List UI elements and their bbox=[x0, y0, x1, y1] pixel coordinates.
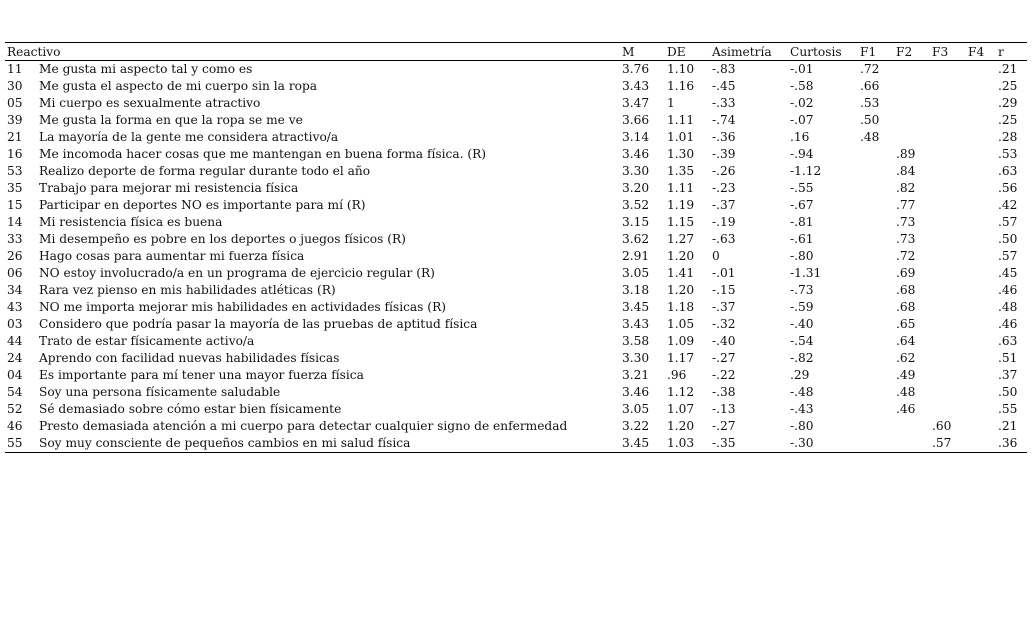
table-row bbox=[5, 282, 1027, 299]
f3-loading bbox=[930, 367, 966, 384]
f4-loading bbox=[966, 214, 996, 231]
f2-loading bbox=[894, 95, 930, 112]
table-row bbox=[5, 180, 1027, 197]
f3-loading bbox=[930, 316, 966, 333]
table-row bbox=[5, 384, 1027, 401]
f1-loading bbox=[858, 316, 894, 333]
f2-loading bbox=[894, 418, 930, 435]
f3-loading bbox=[930, 163, 966, 180]
mean-value: 3.05 bbox=[622, 266, 650, 280]
kurtosis-value: -.01 bbox=[790, 62, 814, 76]
f2-loading: .73 bbox=[896, 215, 916, 229]
r-value: .50 bbox=[998, 232, 1018, 246]
mean-value: 3.05 bbox=[622, 402, 650, 416]
f2-loading: .77 bbox=[896, 198, 916, 212]
f2-loading bbox=[894, 78, 930, 95]
table-row bbox=[5, 367, 1027, 384]
kurtosis-value: -.81 bbox=[790, 215, 814, 229]
table-row bbox=[5, 265, 1027, 282]
header-row bbox=[5, 43, 1027, 61]
f1-loading: .66 bbox=[860, 79, 880, 93]
sd-value: 1.01 bbox=[667, 130, 695, 144]
f3-loading bbox=[930, 350, 966, 367]
kurtosis-value: -.58 bbox=[790, 79, 814, 93]
item-number: 06 bbox=[7, 266, 23, 280]
item-text: Participar en deportes NO es importante para mí (R) bbox=[39, 198, 366, 212]
kurtosis-value: -.73 bbox=[790, 283, 814, 297]
f1-loading bbox=[858, 146, 894, 163]
mean-value: 3.14 bbox=[622, 130, 650, 144]
f4-loading bbox=[966, 333, 996, 350]
table-row bbox=[5, 78, 1027, 95]
f3-loading: .57 bbox=[932, 436, 952, 450]
item-text: Trato de estar físicamente activo/a bbox=[39, 334, 255, 348]
kurtosis-value: -.40 bbox=[790, 317, 814, 331]
mean-value: 3.52 bbox=[622, 198, 650, 212]
header-r: r bbox=[998, 44, 1004, 59]
item-number: 33 bbox=[7, 232, 23, 246]
r-value: .45 bbox=[998, 266, 1018, 280]
f4-loading bbox=[966, 418, 996, 435]
f2-loading: .69 bbox=[896, 266, 916, 280]
item-number: 30 bbox=[7, 79, 23, 93]
f3-loading bbox=[930, 214, 966, 231]
f3-loading bbox=[930, 265, 966, 282]
f2-loading: .89 bbox=[896, 147, 916, 161]
f3-loading bbox=[930, 61, 966, 79]
sd-value: 1.20 bbox=[667, 419, 695, 433]
sd-value: 1 bbox=[667, 96, 675, 110]
table-row bbox=[5, 435, 1027, 453]
f4-loading bbox=[966, 350, 996, 367]
f1-loading: .53 bbox=[860, 96, 880, 110]
skewness-value: -.32 bbox=[712, 317, 736, 331]
header-de: DE bbox=[667, 44, 686, 59]
mean-value: 3.30 bbox=[622, 351, 650, 365]
f4-loading bbox=[966, 367, 996, 384]
r-value: .53 bbox=[998, 147, 1018, 161]
skewness-value: -.23 bbox=[712, 181, 736, 195]
f1-loading bbox=[858, 214, 894, 231]
f2-loading: .68 bbox=[896, 300, 916, 314]
mean-value: 3.66 bbox=[622, 113, 650, 127]
f4-loading bbox=[966, 197, 996, 214]
sd-value: 1.05 bbox=[667, 317, 695, 331]
r-value: .21 bbox=[998, 62, 1018, 76]
sd-value: 1.20 bbox=[667, 249, 695, 263]
mean-value: 2.91 bbox=[622, 249, 650, 263]
f2-loading bbox=[894, 112, 930, 129]
f2-loading: .49 bbox=[896, 368, 916, 382]
item-text: Mi resistencia física es buena bbox=[39, 215, 223, 229]
f1-loading bbox=[858, 333, 894, 350]
item-text: NO estoy involucrado/a en un programa de ejercicio regular (R) bbox=[39, 266, 435, 280]
header-f1: F1 bbox=[860, 44, 877, 59]
f2-loading: .65 bbox=[896, 317, 916, 331]
table-row bbox=[5, 146, 1027, 163]
item-text: Es importante para mí tener una mayor fuerza física bbox=[39, 368, 364, 382]
item-text: Sé demasiado sobre cómo estar bien físicamente bbox=[39, 402, 342, 416]
item-text: Presto demasiada atención a mi cuerpo para detectar cualquier signo de enfermedad bbox=[39, 419, 568, 433]
mean-value: 3.20 bbox=[622, 181, 650, 195]
skewness-value: -.45 bbox=[712, 79, 736, 93]
item-number: 11 bbox=[7, 62, 23, 76]
r-value: .63 bbox=[998, 334, 1018, 348]
sd-value: 1.16 bbox=[667, 79, 695, 93]
r-value: .25 bbox=[998, 79, 1018, 93]
r-value: .50 bbox=[998, 385, 1018, 399]
item-text: La mayoría de la gente me considera atractivo/a bbox=[39, 130, 339, 144]
f4-loading bbox=[966, 299, 996, 316]
r-value: .57 bbox=[998, 215, 1018, 229]
table-row bbox=[5, 231, 1027, 248]
f2-loading: .48 bbox=[896, 385, 916, 399]
kurtosis-value: -.80 bbox=[790, 419, 814, 433]
f1-loading: .72 bbox=[860, 62, 880, 76]
mean-value: 3.30 bbox=[622, 164, 650, 178]
table-row bbox=[5, 112, 1027, 129]
f1-loading bbox=[858, 180, 894, 197]
f1-loading: .48 bbox=[860, 130, 880, 144]
table-body bbox=[5, 61, 1027, 453]
f4-loading bbox=[966, 163, 996, 180]
r-value: .48 bbox=[998, 300, 1018, 314]
f4-loading bbox=[966, 61, 996, 79]
mean-value: 3.62 bbox=[622, 232, 650, 246]
r-value: .21 bbox=[998, 419, 1018, 433]
r-value: .37 bbox=[998, 368, 1018, 382]
header-m: M bbox=[622, 44, 635, 59]
mean-value: 3.46 bbox=[622, 147, 650, 161]
item-statistics-table bbox=[5, 42, 1027, 453]
item-statistics-table-wrapper bbox=[5, 42, 1027, 453]
f3-loading bbox=[930, 333, 966, 350]
skewness-value: -.39 bbox=[712, 147, 736, 161]
f2-loading: .72 bbox=[896, 249, 916, 263]
item-text: Mi cuerpo es sexualmente atractivo bbox=[39, 96, 261, 110]
sd-value: 1.35 bbox=[667, 164, 695, 178]
table-row bbox=[5, 316, 1027, 333]
r-value: .25 bbox=[998, 113, 1018, 127]
item-number: 52 bbox=[7, 402, 23, 416]
header-f2: F2 bbox=[896, 44, 913, 59]
item-text: Aprendo con facilidad nuevas habilidades físicas bbox=[39, 351, 340, 365]
f4-loading bbox=[966, 265, 996, 282]
sd-value: 1.41 bbox=[667, 266, 695, 280]
sd-value: 1.12 bbox=[667, 385, 695, 399]
skewness-value: -.38 bbox=[712, 385, 736, 399]
f1-loading bbox=[858, 384, 894, 401]
skewness-value: -.13 bbox=[712, 402, 736, 416]
f2-loading: .64 bbox=[896, 334, 916, 348]
item-number: 54 bbox=[7, 385, 23, 399]
kurtosis-value: .29 bbox=[790, 368, 810, 382]
f3-loading bbox=[930, 299, 966, 316]
f3-loading bbox=[930, 384, 966, 401]
f3-loading bbox=[930, 146, 966, 163]
sd-value: 1.07 bbox=[667, 402, 695, 416]
f3-loading bbox=[930, 180, 966, 197]
f4-loading bbox=[966, 316, 996, 333]
mean-value: 3.21 bbox=[622, 368, 650, 382]
f2-loading: .84 bbox=[896, 164, 916, 178]
sd-value: 1.17 bbox=[667, 351, 695, 365]
r-value: .29 bbox=[998, 96, 1018, 110]
item-number: 15 bbox=[7, 198, 23, 212]
r-value: .42 bbox=[998, 198, 1018, 212]
sd-value: 1.27 bbox=[667, 232, 695, 246]
skewness-value: -.37 bbox=[712, 198, 736, 212]
f2-loading bbox=[894, 129, 930, 146]
kurtosis-value: -.02 bbox=[790, 96, 814, 110]
skewness-value: -.27 bbox=[712, 419, 736, 433]
f3-loading bbox=[930, 231, 966, 248]
sd-value: 1.10 bbox=[667, 62, 695, 76]
r-value: .63 bbox=[998, 164, 1018, 178]
item-text: Considero que podría pasar la mayoría de las pruebas de aptitud física bbox=[39, 317, 478, 331]
mean-value: 3.43 bbox=[622, 79, 650, 93]
mean-value: 3.46 bbox=[622, 385, 650, 399]
mean-value: 3.76 bbox=[622, 62, 650, 76]
f3-loading bbox=[930, 112, 966, 129]
skewness-value: -.22 bbox=[712, 368, 736, 382]
f1-loading bbox=[858, 401, 894, 418]
kurtosis-value: -.59 bbox=[790, 300, 814, 314]
skewness-value: -.27 bbox=[712, 351, 736, 365]
sd-value: .96 bbox=[667, 368, 687, 382]
f4-loading bbox=[966, 180, 996, 197]
skewness-value: -.33 bbox=[712, 96, 736, 110]
f3-loading bbox=[930, 248, 966, 265]
item-number: 44 bbox=[7, 334, 23, 348]
item-text: Trabajo para mejorar mi resistencia física bbox=[39, 181, 299, 195]
r-value: .28 bbox=[998, 130, 1018, 144]
f2-loading: .73 bbox=[896, 232, 916, 246]
f3-loading bbox=[930, 401, 966, 418]
f4-loading bbox=[966, 401, 996, 418]
item-text: Realizo deporte de forma regular durante todo el año bbox=[39, 164, 371, 178]
f4-loading bbox=[966, 384, 996, 401]
f4-loading bbox=[966, 248, 996, 265]
f1-loading bbox=[858, 299, 894, 316]
r-value: .46 bbox=[998, 317, 1018, 331]
item-number: 46 bbox=[7, 419, 23, 433]
kurtosis-value: -.94 bbox=[790, 147, 814, 161]
item-text: NO me importa mejorar mis habilidades en actividades físicas (R) bbox=[39, 300, 446, 314]
item-text: Me gusta el aspecto de mi cuerpo sin la ropa bbox=[39, 79, 318, 93]
f4-loading bbox=[966, 95, 996, 112]
f1-loading bbox=[858, 350, 894, 367]
f1-loading bbox=[858, 367, 894, 384]
table-row bbox=[5, 401, 1027, 418]
skewness-value: -.15 bbox=[712, 283, 736, 297]
f2-loading bbox=[894, 435, 930, 453]
item-number: 39 bbox=[7, 113, 23, 127]
skewness-value: -.37 bbox=[712, 300, 736, 314]
f4-loading bbox=[966, 146, 996, 163]
skewness-value: -.01 bbox=[712, 266, 736, 280]
f1-loading bbox=[858, 197, 894, 214]
header-reactivo: Reactivo bbox=[7, 44, 61, 59]
kurtosis-value: -1.31 bbox=[790, 266, 822, 280]
r-value: .56 bbox=[998, 181, 1018, 195]
skewness-value: -.19 bbox=[712, 215, 736, 229]
header-curtosis: Curtosis bbox=[790, 44, 842, 59]
skewness-value: -.36 bbox=[712, 130, 736, 144]
kurtosis-value: -.80 bbox=[790, 249, 814, 263]
sd-value: 1.20 bbox=[667, 283, 695, 297]
table-row bbox=[5, 214, 1027, 231]
f2-loading: .82 bbox=[896, 181, 916, 195]
sd-value: 1.30 bbox=[667, 147, 695, 161]
table-row bbox=[5, 197, 1027, 214]
mean-value: 3.45 bbox=[622, 300, 650, 314]
kurtosis-value: -1.12 bbox=[790, 164, 822, 178]
item-number: 24 bbox=[7, 351, 23, 365]
sd-value: 1.09 bbox=[667, 334, 695, 348]
kurtosis-value: -.61 bbox=[790, 232, 814, 246]
kurtosis-value: -.30 bbox=[790, 436, 814, 450]
f2-loading: .68 bbox=[896, 283, 916, 297]
f3-loading bbox=[930, 95, 966, 112]
f1-loading bbox=[858, 265, 894, 282]
f4-loading bbox=[966, 112, 996, 129]
kurtosis-value: -.82 bbox=[790, 351, 814, 365]
item-text: Soy una persona físicamente saludable bbox=[39, 385, 281, 399]
item-number: 26 bbox=[7, 249, 23, 263]
skewness-value: -.26 bbox=[712, 164, 736, 178]
table-row bbox=[5, 350, 1027, 367]
item-text: Hago cosas para aumentar mi fuerza física bbox=[39, 249, 305, 263]
f4-loading bbox=[966, 78, 996, 95]
mean-value: 3.15 bbox=[622, 215, 650, 229]
f3-loading bbox=[930, 78, 966, 95]
header-f4: F4 bbox=[968, 44, 985, 59]
header-asimetria: Asimetría bbox=[712, 44, 772, 59]
f3-loading bbox=[930, 282, 966, 299]
kurtosis-value: -.54 bbox=[790, 334, 814, 348]
f1-loading bbox=[858, 418, 894, 435]
kurtosis-value: -.67 bbox=[790, 198, 814, 212]
skewness-value: -.74 bbox=[712, 113, 736, 127]
f2-loading: .46 bbox=[896, 402, 916, 416]
kurtosis-value: -.48 bbox=[790, 385, 814, 399]
table-row bbox=[5, 418, 1027, 435]
item-text: Soy muy consciente de pequeños cambios en mi salud física bbox=[39, 436, 411, 450]
table-row bbox=[5, 299, 1027, 316]
mean-value: 3.58 bbox=[622, 334, 650, 348]
skewness-value: -.35 bbox=[712, 436, 736, 450]
table-row bbox=[5, 61, 1027, 79]
f1-loading bbox=[858, 231, 894, 248]
f3-loading bbox=[930, 129, 966, 146]
mean-value: 3.45 bbox=[622, 436, 650, 450]
kurtosis-value: -.07 bbox=[790, 113, 814, 127]
item-text: Mi desempeño es pobre en los deportes o juegos físicos (R) bbox=[39, 232, 406, 246]
kurtosis-value: -.55 bbox=[790, 181, 814, 195]
r-value: .51 bbox=[998, 351, 1018, 365]
table-header bbox=[5, 43, 1027, 61]
table-row bbox=[5, 333, 1027, 350]
item-number: 43 bbox=[7, 300, 23, 314]
table-row bbox=[5, 163, 1027, 180]
r-value: .57 bbox=[998, 249, 1018, 263]
sd-value: 1.18 bbox=[667, 300, 695, 314]
item-number: 05 bbox=[7, 96, 23, 110]
f1-loading bbox=[858, 435, 894, 453]
skewness-value: -.40 bbox=[712, 334, 736, 348]
f1-loading bbox=[858, 282, 894, 299]
sd-value: 1.15 bbox=[667, 215, 695, 229]
f4-loading bbox=[966, 435, 996, 453]
f1-loading bbox=[858, 248, 894, 265]
skewness-value: -.83 bbox=[712, 62, 736, 76]
item-number: 55 bbox=[7, 436, 23, 450]
item-number: 53 bbox=[7, 164, 23, 178]
f4-loading bbox=[966, 129, 996, 146]
item-text: Me gusta mi aspecto tal y como es bbox=[39, 62, 253, 76]
sd-value: 1.03 bbox=[667, 436, 695, 450]
r-value: .55 bbox=[998, 402, 1018, 416]
mean-value: 3.43 bbox=[622, 317, 650, 331]
f1-loading bbox=[858, 163, 894, 180]
header-f3: F3 bbox=[932, 44, 949, 59]
item-number: 34 bbox=[7, 283, 23, 297]
item-number: 14 bbox=[7, 215, 23, 229]
item-number: 04 bbox=[7, 368, 23, 382]
item-number: 21 bbox=[7, 130, 23, 144]
item-number: 03 bbox=[7, 317, 23, 331]
mean-value: 3.18 bbox=[622, 283, 650, 297]
f2-loading: .62 bbox=[896, 351, 916, 365]
f1-loading: .50 bbox=[860, 113, 880, 127]
f4-loading bbox=[966, 231, 996, 248]
f3-loading: .60 bbox=[932, 419, 952, 433]
table-row bbox=[5, 248, 1027, 265]
mean-value: 3.47 bbox=[622, 96, 650, 110]
table-row bbox=[5, 129, 1027, 146]
kurtosis-value: -.43 bbox=[790, 402, 814, 416]
item-text: Me incomoda hacer cosas que me mantengan en buena forma física. (R) bbox=[39, 147, 487, 161]
table-row bbox=[5, 95, 1027, 112]
item-number: 16 bbox=[7, 147, 23, 161]
mean-value: 3.22 bbox=[622, 419, 650, 433]
sd-value: 1.11 bbox=[667, 181, 695, 195]
f2-loading bbox=[894, 61, 930, 79]
r-value: .46 bbox=[998, 283, 1018, 297]
skewness-value: -.63 bbox=[712, 232, 736, 246]
item-number: 35 bbox=[7, 181, 23, 195]
f4-loading bbox=[966, 282, 996, 299]
item-text: Rara vez pienso en mis habilidades atléticas (R) bbox=[39, 283, 336, 297]
skewness-value: 0 bbox=[712, 249, 720, 263]
sd-value: 1.11 bbox=[667, 113, 695, 127]
kurtosis-value: .16 bbox=[790, 130, 810, 144]
item-text: Me gusta la forma en que la ropa se me ve bbox=[39, 113, 303, 127]
r-value: .36 bbox=[998, 436, 1018, 450]
f3-loading bbox=[930, 197, 966, 214]
sd-value: 1.19 bbox=[667, 198, 695, 212]
